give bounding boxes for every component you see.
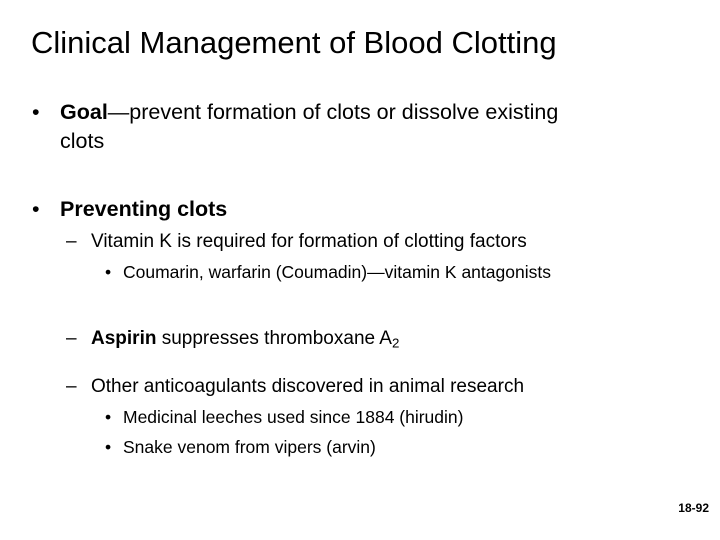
bullet-icon: •	[105, 407, 112, 427]
leeches-text: Medicinal leeches used since 1884 (hirudin)	[123, 407, 464, 427]
bullet-icon: •	[32, 197, 40, 221]
aspirin-subscript: 2	[391, 335, 400, 351]
dash-icon: –	[66, 231, 77, 252]
other-anticoagulants-text: Other anticoagulants discovered in animal research	[91, 376, 525, 397]
goal-text-line2: clots	[60, 129, 105, 153]
goal-rest: —prevent formation of clots or dissolve existing	[107, 100, 559, 124]
preventing-heading: Preventing clots	[60, 197, 228, 221]
dash-icon: –	[66, 328, 77, 349]
page-number: 18-92	[678, 501, 709, 515]
bullet-icon: •	[105, 262, 112, 282]
aspirin-lead: Aspirin	[91, 328, 157, 349]
bullet-icon: •	[105, 437, 112, 457]
goal-lead: Goal	[60, 100, 108, 124]
coumarin-text: Coumarin, warfarin (Coumadin)—vitamin K antagonists	[123, 262, 551, 282]
snake-venom-text: Snake venom from vipers (arvin)	[123, 437, 376, 457]
vitamin-k-text: Vitamin K is required for formation of clotting factors	[91, 231, 527, 252]
aspirin-rest: suppresses thromboxane A	[156, 328, 392, 349]
aspirin-text	[91, 326, 399, 356]
bullet-icon: •	[32, 100, 40, 124]
slide-title: Clinical Management of Blood Clotting	[31, 25, 557, 60]
goal-text-line1	[60, 98, 558, 127]
dash-icon: –	[66, 376, 77, 397]
